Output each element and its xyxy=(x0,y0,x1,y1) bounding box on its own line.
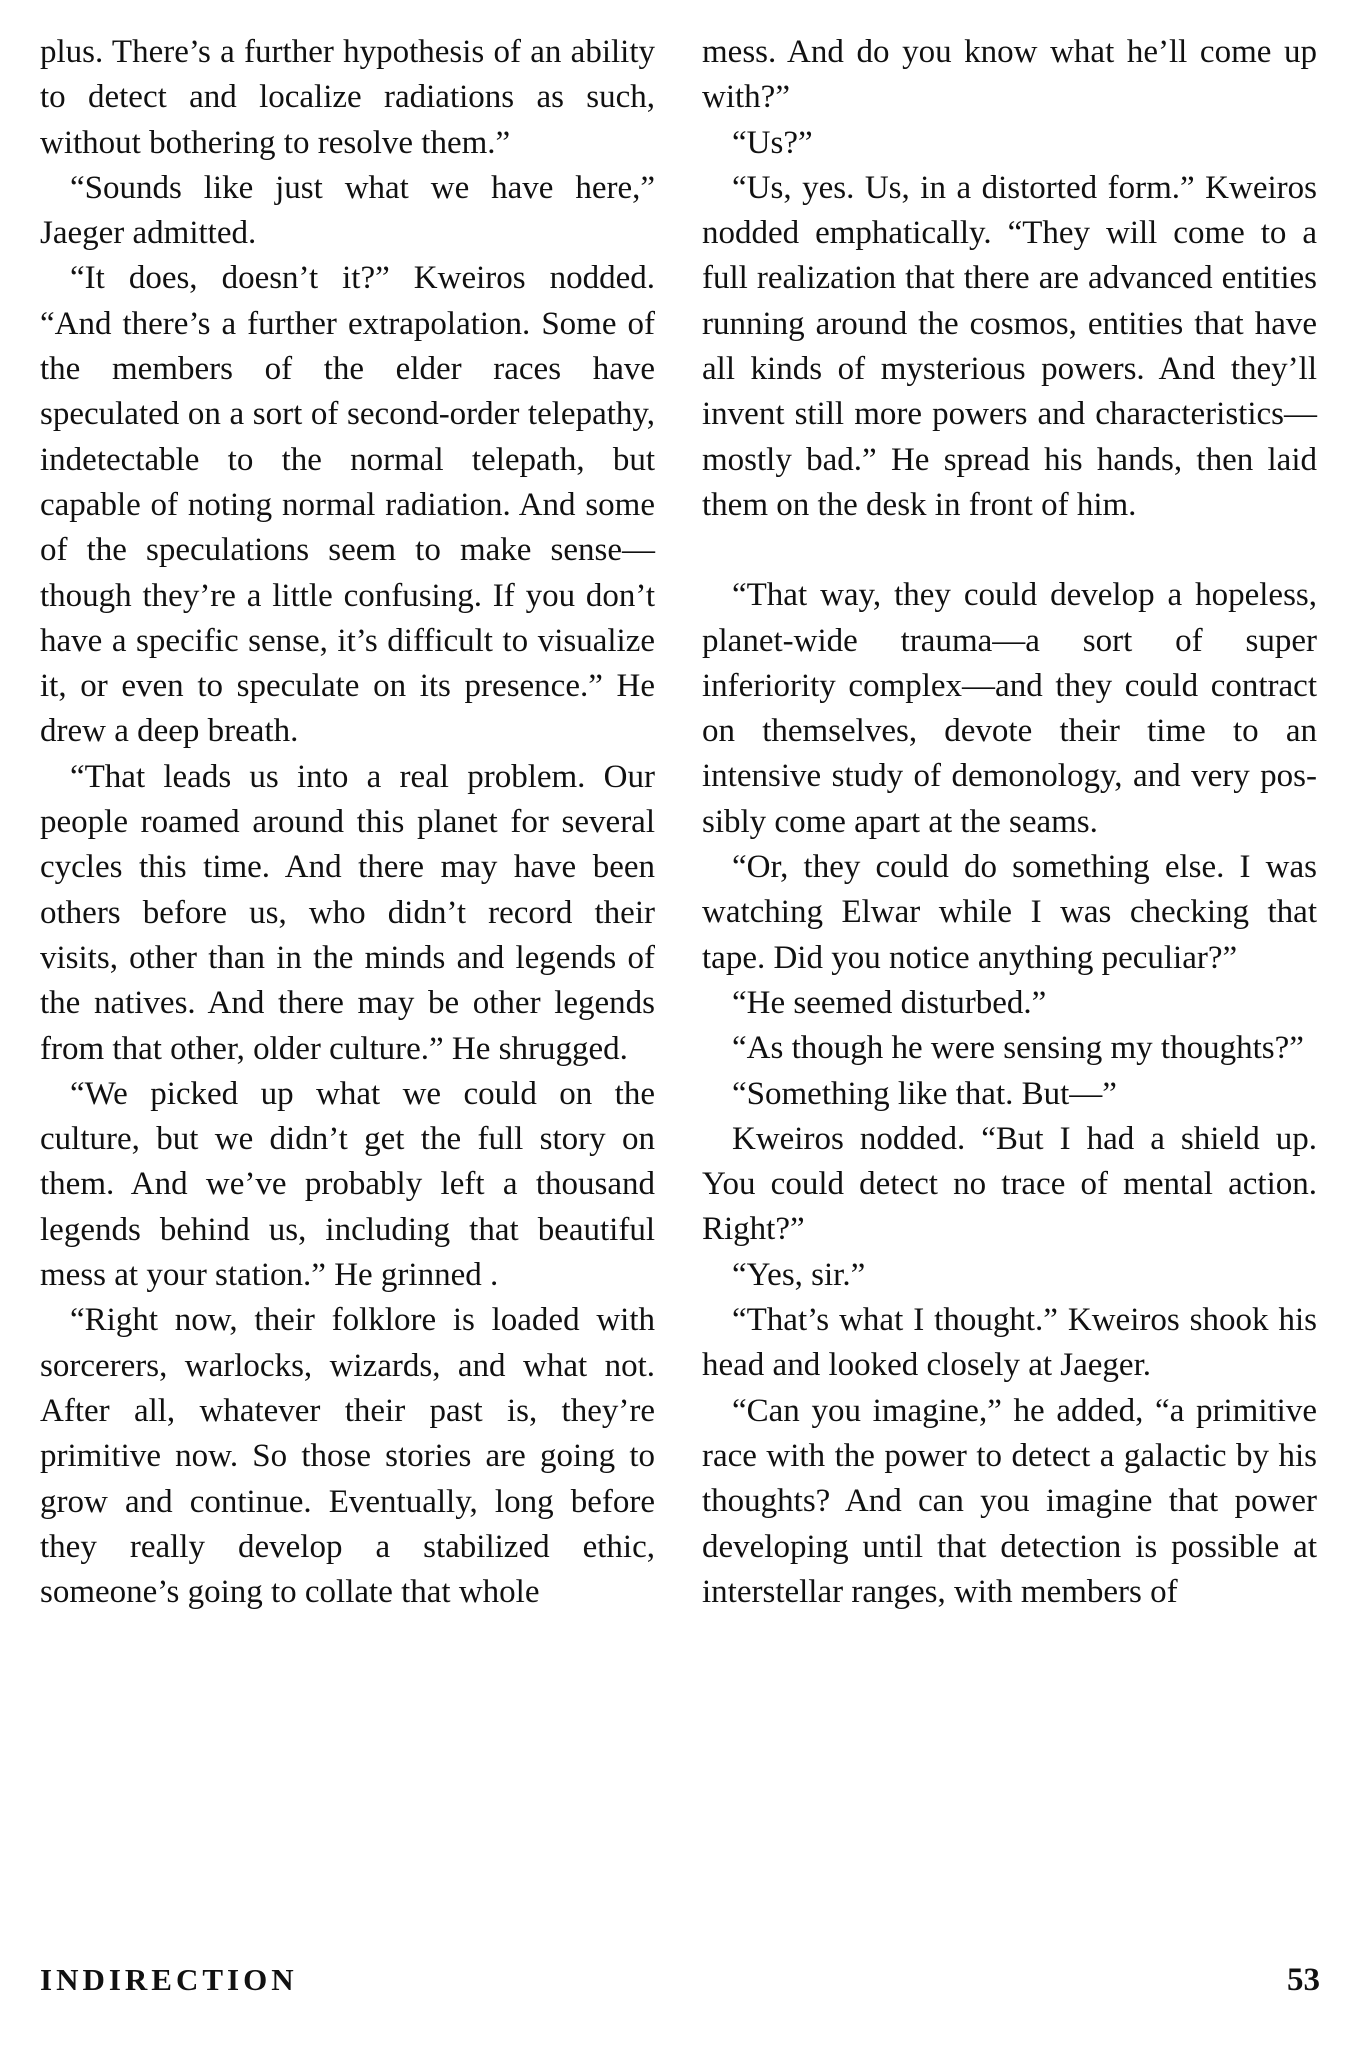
page-number: 53 xyxy=(1287,1962,1320,1998)
paragraph: “Something like that. But—” xyxy=(732,1075,1117,1112)
paragraph: “Us, yes. Us, in a distorted form.” Kweiros nodded emphatically. “They will come to a full realization that there are advanced entities running around the cosmos, entities that have all kinds of mysterious powers. And they’ll invent still more powers and characteristics—mostly bad.” He spread his hands, then laid them on the desk in front of him. xyxy=(702,169,1317,523)
left-text-column xyxy=(40,30,655,1615)
paragraph: “As though he were sensing my thoughts?” xyxy=(732,1030,1304,1067)
paragraph: “Yes, sir.” xyxy=(732,1256,866,1293)
paragraph: “Right now, their folklore is loaded with sorcerers, warlocks, wizards, and what not. After all, whatever their past is, they’re primitive now. So those stories are going to grow and continue. Eventually, long before they really develop a stabilized ethic, someone’s going to collate that whole xyxy=(40,1302,655,1611)
paragraph: “Or, they could do something else. I was watching Elwar while I was checking that tape. Did you notice anything peculiar?” xyxy=(702,849,1317,976)
running-head: INDIRECTION xyxy=(40,1962,298,1997)
paragraph: “He seemed disturbed.” xyxy=(732,984,1047,1021)
paragraph: “Sounds like just what we have here,” Jaeger admitted. xyxy=(40,169,655,252)
paragraph: plus. There’s a further hypothesis of an ability to detect and localize radiations as such, without bothering to resolve them.” xyxy=(40,34,655,161)
paragraph: “That leads us into a real problem. Our people roamed around this planet for several cycles this time. And there may have been others before us, who didn’t record their visits, other than in the minds and legends of the natives. And there may be other legends from that other, older culture.” He shrugged. xyxy=(40,758,655,1067)
paragraph: “Can you imagine,” he added, “a primitive race with the power to detect a galactic by his thoughts? And can you imagine that power developing until that detection is possible at interstellar ranges, with members of xyxy=(702,1392,1317,1610)
paragraph: “That’s what I thought.” Kweiros shook his head and looked closely at Jaeger. xyxy=(702,1302,1317,1384)
paragraph: Kweiros nodded. “But I had a shield up. You could detect no trace of mental action. Right?” xyxy=(702,1120,1317,1248)
paragraph: “Us?” xyxy=(732,124,813,161)
right-text-column xyxy=(702,30,1317,1615)
paragraph: “It does, doesn’t it?” Kweiros nodded. “And there’s a further extrapolation. Some of the members of the elder races have speculated on a sort of second-order telepathy, indetectable to the normal telepath, but capable of noting normal radiation. And some of the speculations seem to make sense—though they’re a little confusing. If you don’t have a specific sense, it’s difficult to visualize it, or even to speculate on its presence.” He drew a deep breath. xyxy=(40,260,655,750)
page-footer xyxy=(40,1962,1320,2012)
paragraph: “We picked up what we could on the culture, but we didn’t get the full story on them. And we’ve probably left a thousand legends behind us, including that beautiful mess at your station.” He grinned . xyxy=(40,1075,655,1294)
paragraph: “That way, they could develop a hopeless, planet-wide trauma—a sort of super inferiority complex—and they could contract on themselves, devote their time to an intensive study of demonology, and very possibly come apart at the seams. xyxy=(702,577,1317,840)
paragraph: mess. And do you know what he’ll come up with?” xyxy=(702,34,1317,116)
